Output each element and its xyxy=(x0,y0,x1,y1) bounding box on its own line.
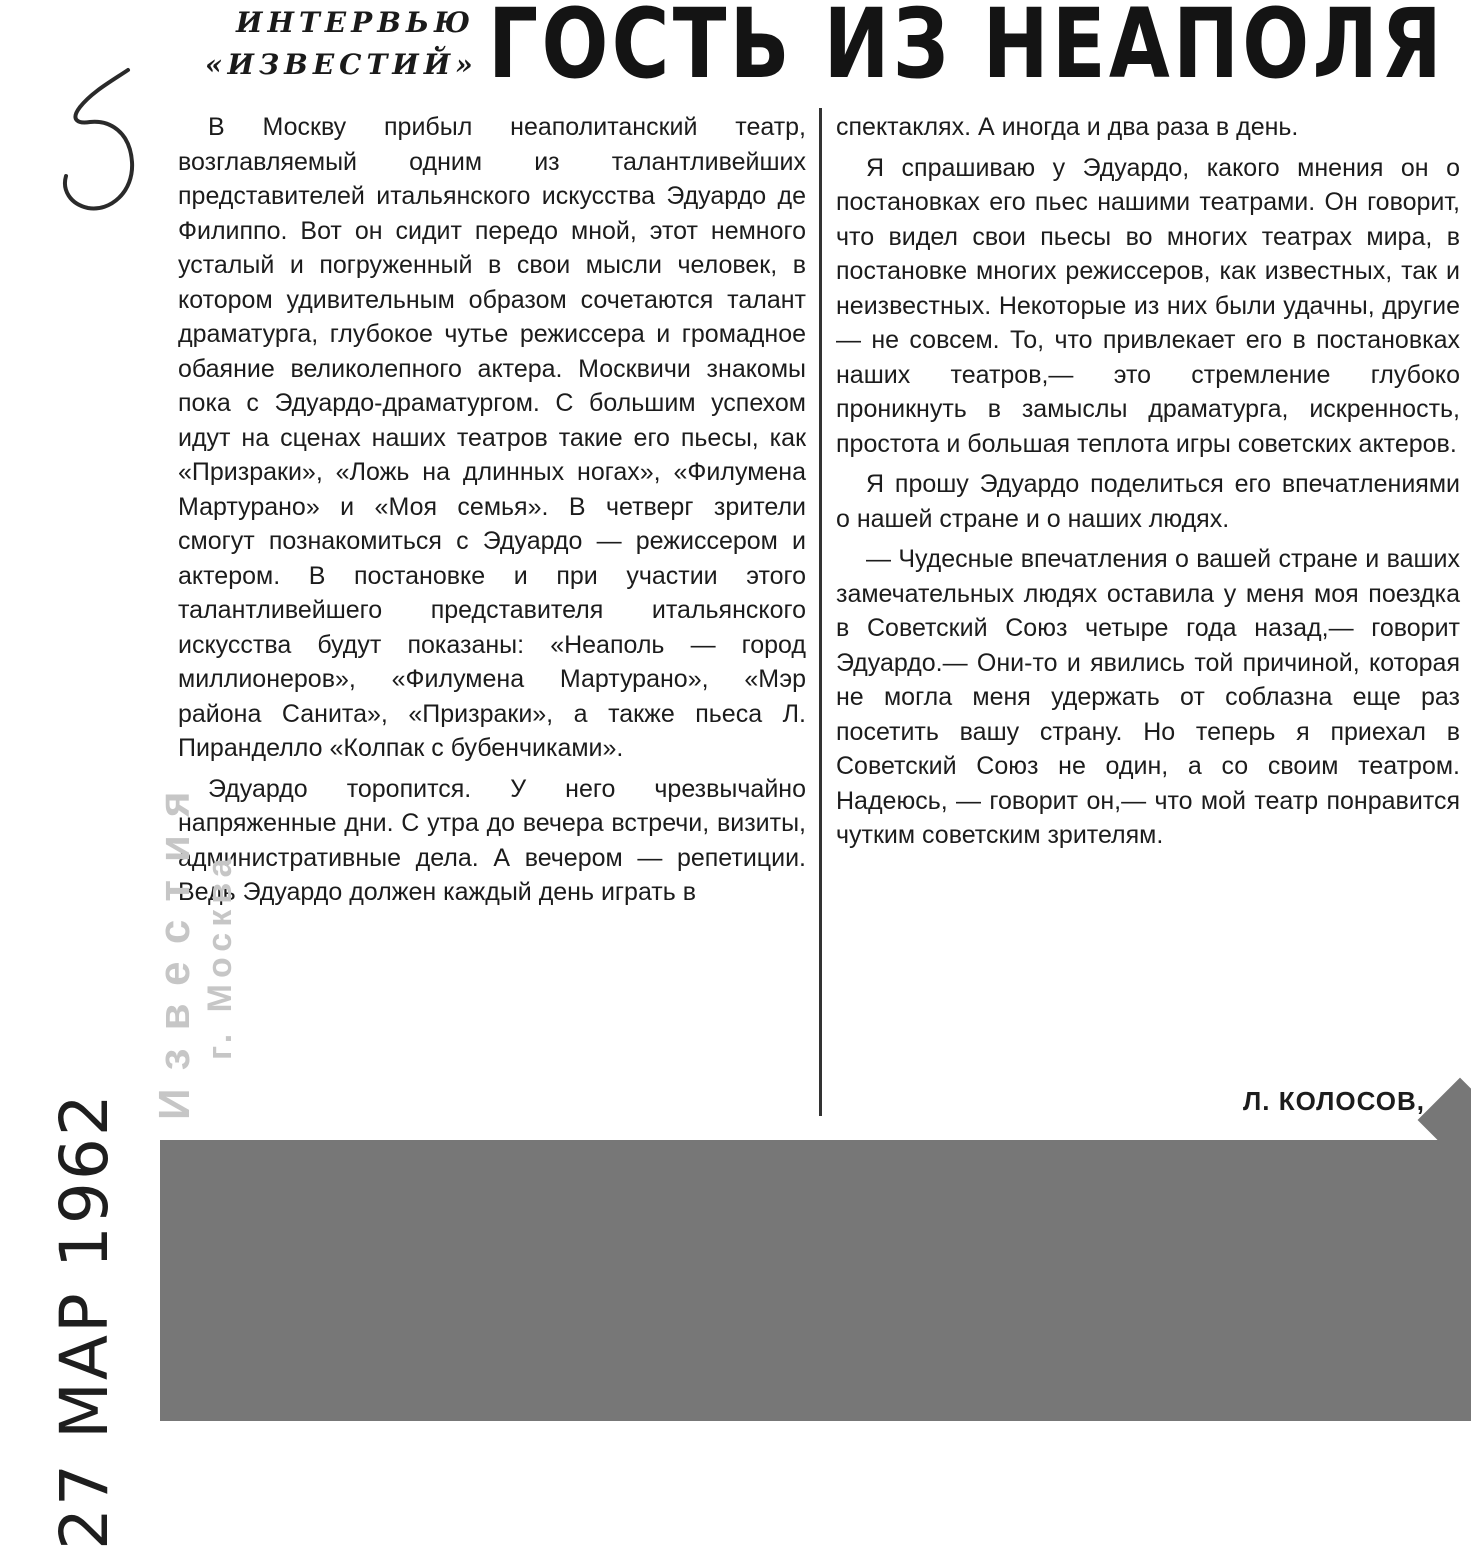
right-paragraph-3: Я прошу Эдуардо поделиться его впечатлениями о нашей стране и о наших людях. xyxy=(836,470,1460,533)
article-headline: ГОСТЬ ИЗ НЕАПОЛЯ xyxy=(488,0,1446,100)
archive-stamp xyxy=(150,720,239,1120)
column-divider xyxy=(819,108,822,1116)
handwritten-number-mark xyxy=(40,62,150,242)
left-paragraph-2: Эдуардо торопится. У него чрезвычайно напряженные дни. С утра до вечера встречи, визиты, административные дела. А вечером — репетиции. Ведь Эдуардо должен каждый день играть в xyxy=(178,774,806,906)
interview-kicker xyxy=(205,2,478,86)
archive-stamp-line-2: г. Москва xyxy=(201,852,239,1060)
kicker-line-1: ИНТЕРВЬЮ xyxy=(236,6,475,39)
archive-stamp-line-1: Известия xyxy=(150,773,199,1120)
left-paragraph-1: В Москву прибыл неаполитанский театр, возглавляемый одним из талантливейших представителей итальянского искусства Эдуардо де Филиппо. Вот он сидит передо мной, этот немного усталый и погруженный в свои мысли человек, в котором удивительным образом сочетаются талант драматурга, глубокое чутье режиссера и громадное обаяние великолепного актера. Москвичи знакомы пока с Эдуардо-драматургом. С большим успехом идут на сценах наших театров такие его пьесы, как «Призраки», «Ложь на длинных ногах», «Филумена Мартурано» и «Моя семья». В четверг зрители смогут познакомиться с Эдуардо — режиссером и актером. В постановке и при участии этого талантливейшего представителя итальянского искусства будут показаны: «Неаполь — город миллионеров», «Филумена Мартурано», «Мэр района Санита», «Призраки», а также пьеса Л. Пиранделло «Колпак с бубенчиками». xyxy=(178,113,806,762)
kicker-line-2: «ИЗВЕСТИЙ» xyxy=(205,48,478,81)
right-paragraph-4: — Чудесные впечатления о вашей стране и ваших замечательных людях оставила у меня моя поездка в Советский Союз четыре года назад,— говорит Эдуардо.— Они-то и явились той причиной, которая не могла меня удержать от соблазна еще раз посетить вашу страну. Но теперь я приехал в Советский Союз не один, а со своим театром. Надеюсь, — говорит он,— что мой театр понравится чутким советским зрителям. xyxy=(836,545,1460,849)
background-mat xyxy=(160,1140,1471,1421)
article-column-right xyxy=(836,110,1460,853)
date-stamp: 27 МАР 1962 xyxy=(46,1092,123,1550)
right-paragraph-1: спектаклях. А иногда и два раза в день. xyxy=(836,113,1299,141)
author-signature: Л. КОЛОСОВ, xyxy=(1243,1086,1425,1116)
article-column-left xyxy=(178,110,806,910)
right-paragraph-2: Я спрашиваю у Эдуардо, какого мнения он о постановках его пьес нашими театрами. Он говорит, что видел свои пьесы во многих театрах мира, в постановке многих режиссеров, как известных, так и неизвестных. Некоторые из них были удачны, другие — не совсем. То, что привлекает его в постановках наших театров,— это стремление глубоко проникнуть в замыслы драматурга, искренность, простота и большая теплота игры советских актеров. xyxy=(836,153,1460,458)
